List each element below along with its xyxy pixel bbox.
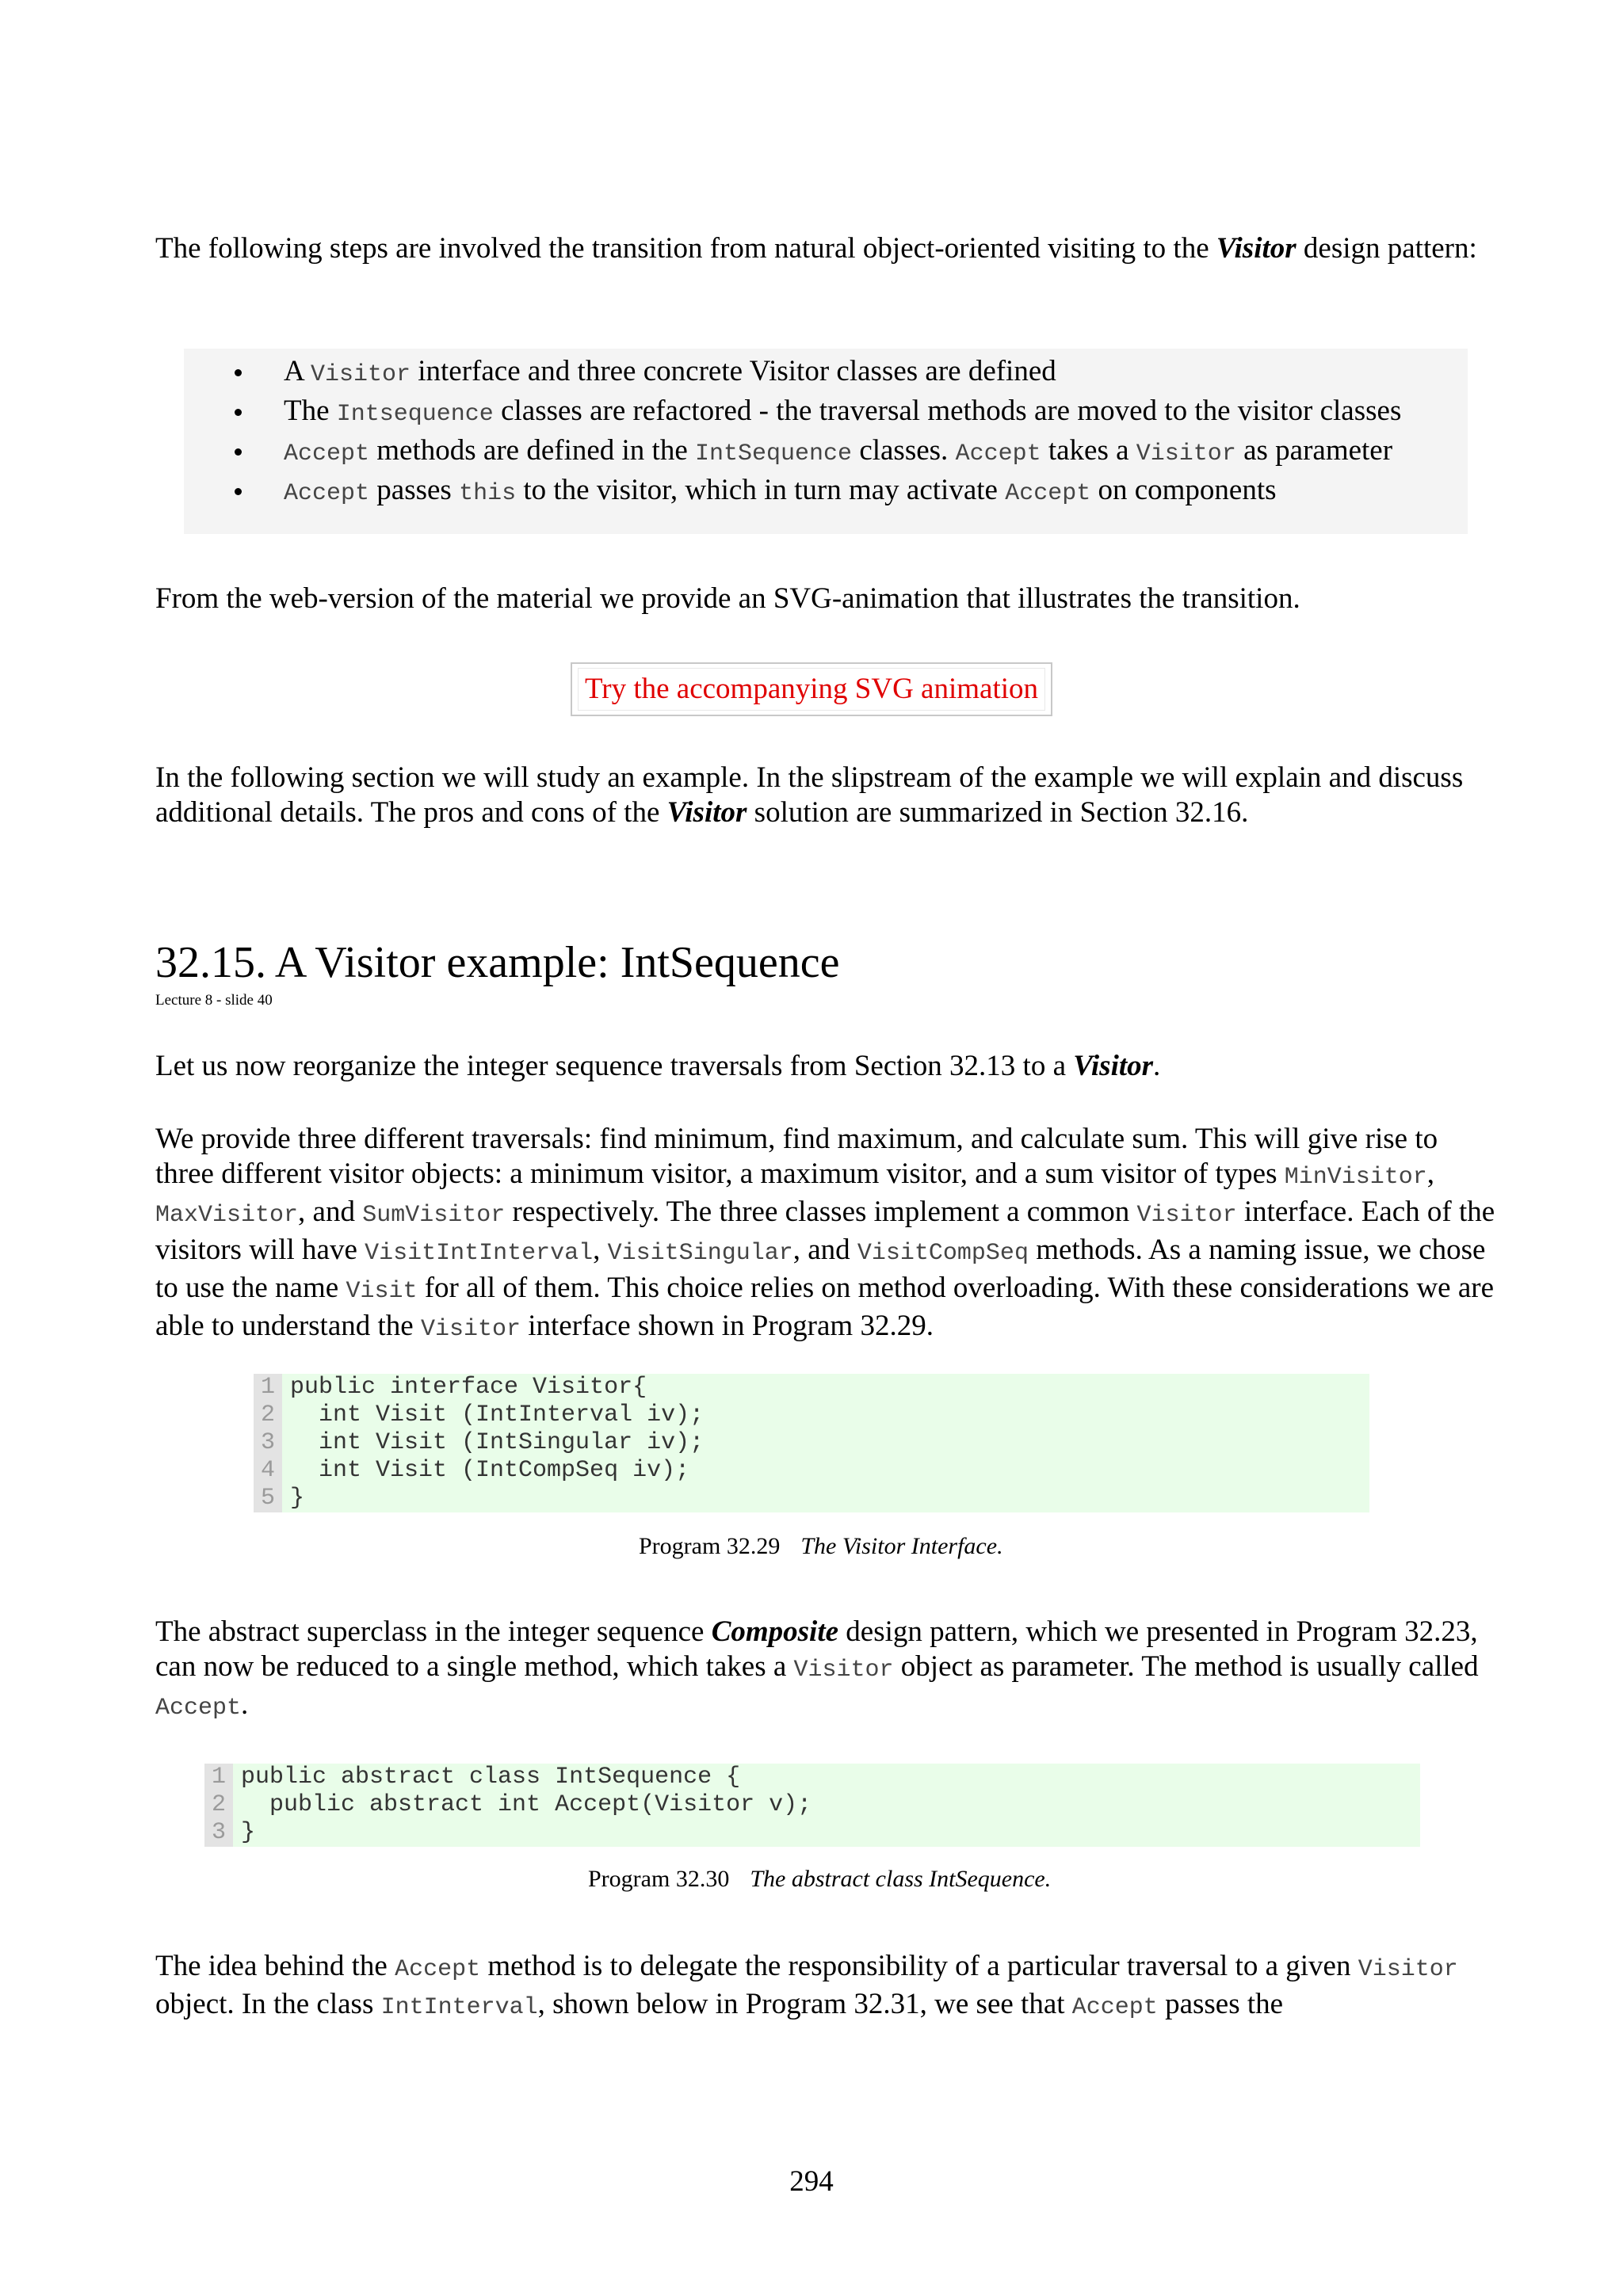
steps-bullet-list bbox=[184, 349, 1468, 534]
section-heading: 32.15. A Visitor example: IntSequence bbox=[155, 938, 840, 987]
page-number: 294 bbox=[789, 2165, 834, 2198]
web-version-paragraph: From the web-version of the material we provide an SVG-animation that illustrates the transition. bbox=[155, 582, 1300, 615]
reorganize-paragraph: Let us now reorganize the integer sequence traversals from Section 32.13 to a Visitor. bbox=[155, 1050, 1161, 1082]
code-line: 2 public abstract int Accept(Visitor v); bbox=[204, 1791, 1420, 1819]
code-line: 1 public interface Visitor{ bbox=[254, 1374, 1369, 1402]
list-item: A Visitor interface and three concrete Visitor classes are defined bbox=[184, 353, 1401, 393]
accept-idea-paragraph: The idea behind the Accept method is to delegate the responsibility of a particular traversal to a given Visitor object. In the class IntInterval, shown below in Program 32.31, we see that Accept passes the bbox=[155, 1950, 1458, 2021]
code-line: 2 int Visit (IntInterval iv); bbox=[254, 1402, 1369, 1429]
code-line: 1 public abstract class IntSequence { bbox=[204, 1764, 1420, 1791]
svg-animation-link[interactable] bbox=[571, 662, 1052, 716]
intro-paragraph: The following steps are involved the transition from natural object-oriented visiting to the Visitor design pattern: bbox=[155, 232, 1477, 265]
program-caption: Program 32.29 The Visitor Interface. bbox=[639, 1533, 1003, 1559]
following-section-paragraph: In the following section we will study an example. In the slipstream of the example we will explain and discuss additional details. The pros and cons of the Visitor solution are summarized in Section 32.16. bbox=[155, 761, 1464, 829]
program-caption: Program 32.30 The abstract class IntSequence. bbox=[588, 1866, 1052, 1892]
visitor-emphasis: Visitor bbox=[1216, 232, 1296, 265]
code-line: 3 int Visit (IntSingular iv); bbox=[254, 1429, 1369, 1457]
code-line: 4 int Visit (IntCompSeq iv); bbox=[254, 1457, 1369, 1485]
list-item: Accept methods are defined in the IntSequence classes. Accept takes a Visitor as parameter bbox=[184, 433, 1401, 472]
svg-animation-link-label[interactable]: Try the accompanying SVG animation bbox=[578, 668, 1045, 711]
code-line: 3 } bbox=[204, 1819, 1420, 1847]
abstract-superclass-paragraph: The abstract superclass in the integer sequence Composite design pattern, which we presented in Program 32.23, can now be reduced to a single method, which takes a Visitor object as parameter. The method is usually called Accept. bbox=[155, 1615, 1479, 1722]
code-line: 5 } bbox=[254, 1485, 1369, 1512]
traversals-paragraph: We provide three different traversals: find minimum, find maximum, and calculate sum. This will give rise to three different visitor objects: a minimum visitor, a maximum visitor, and a sum visitor of types MinVisitor, MaxVisitor, and SumVisitor respectively. The three classes implement a common Visitor interface. Each of the visitors will have VisitIntInterval, VisitSingular, and VisitCompSeq methods. As a naming issue, we chose to use the name Visit for all of them. This choice relies on method overloading. With these considerations we are able to understand the Visitor interface shown in Program 32.29. bbox=[155, 1123, 1495, 1343]
list-item: Accept passes this to the visitor, which in turn may activate Accept on components bbox=[184, 472, 1401, 512]
list-item: The Intsequence classes are refactored - the traversal methods are moved to the visitor classes bbox=[184, 393, 1401, 433]
intsequence-class-code bbox=[204, 1764, 1420, 1847]
slide-reference: Lecture 8 - slide 40 bbox=[155, 992, 273, 1009]
visitor-interface-code bbox=[254, 1374, 1369, 1512]
